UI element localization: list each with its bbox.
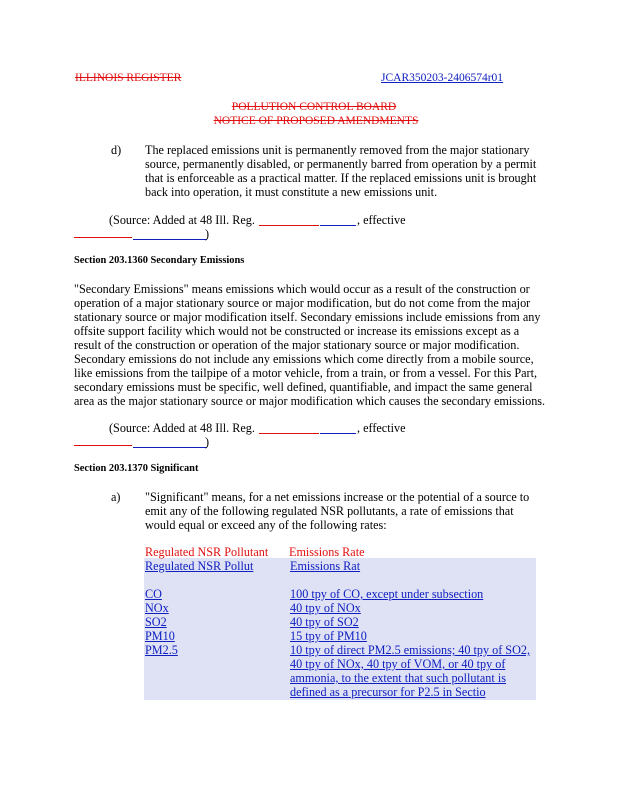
table-header-pollutant-new: Regulated NSR Pollut <box>145 559 254 573</box>
section-1370-line-1: "Significant" means, for a net emissions increase or the potential of a source to <box>145 490 530 504</box>
section-1360-line-9: area as the major stationary source or major modification which causes the secondary emissions. <box>74 394 546 408</box>
item-d-line-1: The replaced emissions unit is permanently removed from the major stationary <box>145 143 530 157</box>
section-1360-line-1: "Secondary Emissions" means emissions which would occur as a result of the construction or <box>74 282 530 296</box>
table-header-pollutant-old: Regulated NSR Pollutant <box>145 545 269 559</box>
item-d-marker: d) <box>111 143 122 157</box>
source-note-2-date-old <box>74 445 132 446</box>
table-row-nox-rate: 40 tpy of NOx <box>290 601 361 615</box>
table-row-so2-rate: 40 tpy of SO2 <box>290 615 359 629</box>
item-d-line-3: that is enforceable as a practical matter. If the replaced emissions unit is brought <box>145 171 537 185</box>
section-1370-line-2: emit any of the following regulated NSR pollutants, a rate of emissions that <box>145 504 514 518</box>
table-header-rate-old: Emissions Rate <box>289 545 365 559</box>
register-title: ILLINOIS REGISTER <box>75 72 182 84</box>
source-note-2-blank-old <box>259 433 319 434</box>
section-1360-line-5: result of the construction or operation of the major stationary source or major modification. <box>74 338 520 352</box>
source-note-2-effective: , effective <box>357 421 406 435</box>
table-row-pm25-rate: 10 tpy of direct PM2.5 emissions; 40 tpy of SO2, <box>290 643 531 657</box>
table-row-pm25-rate-cont-1: 40 tpy of NOx, 40 tpy of VOM, or 40 tpy of <box>290 657 506 671</box>
section-1360-heading: Section 203.1360 Secondary Emissions <box>74 255 245 266</box>
table-row-pm10-rate: 15 tpy of PM10 <box>290 629 367 643</box>
source-note-1-effective: , effective <box>357 213 406 227</box>
source-note-1-blank-old <box>259 225 319 226</box>
table-row-pm25-rate-cont-2: ammonia, to the extent that such pollutant is <box>290 671 506 685</box>
source-note-1-date-old <box>74 237 132 238</box>
source-note-2-blank-new <box>320 433 356 434</box>
item-d-line-4: back into operation, it must constitute a new emissions unit. <box>145 185 438 199</box>
notice-title: NOTICE OF PROPOSED AMENDMENTS <box>213 115 419 127</box>
document-id: JCAR350203-2406574r01 <box>381 72 504 84</box>
table-row-pm10-pollutant: PM10 <box>145 629 175 643</box>
table-row-co-rate: 100 tpy of CO, except under subsection <box>290 587 484 601</box>
section-1360-line-4: offsite support facility which would not be constructed or increase its emissions except as a <box>74 324 520 338</box>
section-1360-line-6: Secondary emissions do not include any emissions which come directly from a mobile source, <box>74 352 534 366</box>
table-row-so2-pollutant: SO2 <box>145 615 167 629</box>
source-note-1-date-new <box>133 239 207 240</box>
section-1360-line-8: secondary emissions must be specific, well defined, quantifiable, and impact the same general <box>74 380 533 394</box>
section-1370-heading: Section 203.1370 Significant <box>74 463 199 474</box>
section-1370-line-3: would equal or exceed any of the following rates: <box>145 518 387 532</box>
source-note-2: (Source: Added at 48 Ill. Reg. <box>109 421 255 435</box>
item-a-marker: a) <box>111 490 121 504</box>
item-d-line-2: source, permanently disabled, or permanently barred from operation by a permit <box>145 157 537 171</box>
source-note-1-close: ) <box>205 227 210 241</box>
table-row-nox-pollutant: NOx <box>145 601 169 615</box>
section-1360-line-3: stationary source or major modification itself. Secondary emissions include emissions from any <box>74 310 541 324</box>
section-1360-line-2: operation of a major stationary source or major modification, but do not come from the major <box>74 296 531 310</box>
table-row-pm25-pollutant: PM2.5 <box>145 643 178 657</box>
table-header-rate-new: Emissions Rat <box>290 559 361 573</box>
source-note-2-close: ) <box>205 435 210 449</box>
table-row-pm25-rate-cont-3: defined as a precursor for P2.5 in Sectio <box>290 685 486 699</box>
source-note-2-date-new <box>133 447 207 448</box>
source-note-1: (Source: Added at 48 Ill. Reg. <box>109 213 255 227</box>
section-1360-line-7: like emissions from the tailpipe of a motor vehicle, from a train, or from a vessel. For this Part, <box>74 366 538 380</box>
table-row-co-pollutant: CO <box>145 587 162 601</box>
source-note-1-blank-new <box>320 225 356 226</box>
agency-title: POLLUTION CONTROL BOARD <box>231 101 397 113</box>
